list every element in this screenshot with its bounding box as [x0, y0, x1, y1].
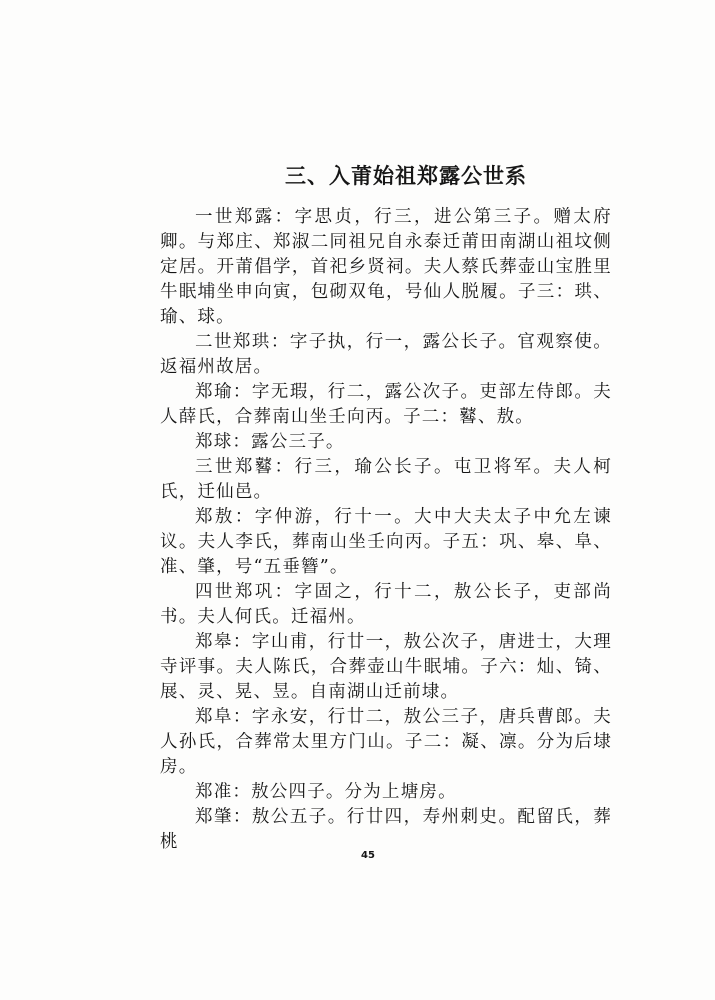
paragraph-zheng-ao: 郑敖：字仲游，行十一。大中大夫太子中允左谏议。夫人李氏，葬南山坐壬向丙。子五：巩、皋、阜、准、肇，号“五垂簪”。 [160, 507, 612, 577]
paragraph-zheng-qiu: 郑球：露公三子。 [195, 432, 345, 452]
paragraph-zheng-zhao: 郑肇：敖公五子。行廿四，寿州刺史。配留氏，葬桃 [160, 807, 612, 852]
section-title: 三、入莆始祖郑露公世系 [285, 164, 527, 188]
genealogy-text [160, 205, 612, 855]
paragraph-zheng-gong-4: 四世郑巩：字固之，行十二，敖公长子，吏部尚书。夫人何氏。迁福州。 [160, 582, 612, 627]
page-number: 45 [361, 850, 375, 861]
paragraph-zheng-gong: 二世郑珙：字子执，行一，露公长子。官观察使。返福州故居。 [160, 332, 612, 377]
paragraph-generation-1: 一世郑露：字思贞，行三，进公第三子。赠太府卿。与郑庄、郑淑二同祖兄自永泰迁莆田南湖山祖坟侧定居。开莆倡学，首祀乡贤祠。夫人蔡氏葬壶山宝胜里牛眠埔坐申向寅，包砌双龟，号仙人脱履。子三：珙、瑜、球。 [160, 207, 612, 327]
paragraph-zheng-gao-4: 郑皋：字山甫，行廿一，敖公次子，唐进士，大理寺评事。夫人陈氏，合葬壶山牛眠埔。子六：灿、锜、展、灵、晃、昱。自南湖山迁前埭。 [160, 632, 612, 702]
paragraph-zheng-fu: 郑阜：字永安，行廿二，敖公三子，唐兵曹郎。夫人孙氏，合葬常太里方门山。子二：凝、凛。分为后埭房。 [160, 707, 612, 777]
paragraph-zheng-gao: 三世郑鼛：行三，瑜公长子。屯卫将军。夫人柯氏，迁仙邑。 [160, 457, 612, 502]
paragraph-zheng-zhun: 郑准：敖公四子。分为上塘房。 [195, 782, 457, 802]
paragraph-zheng-yu: 郑瑜：字无瑕，行二，露公次子。吏部左侍郎。夫人薛氏，合葬南山坐壬向丙。子二：鼛、敖。 [160, 382, 612, 427]
